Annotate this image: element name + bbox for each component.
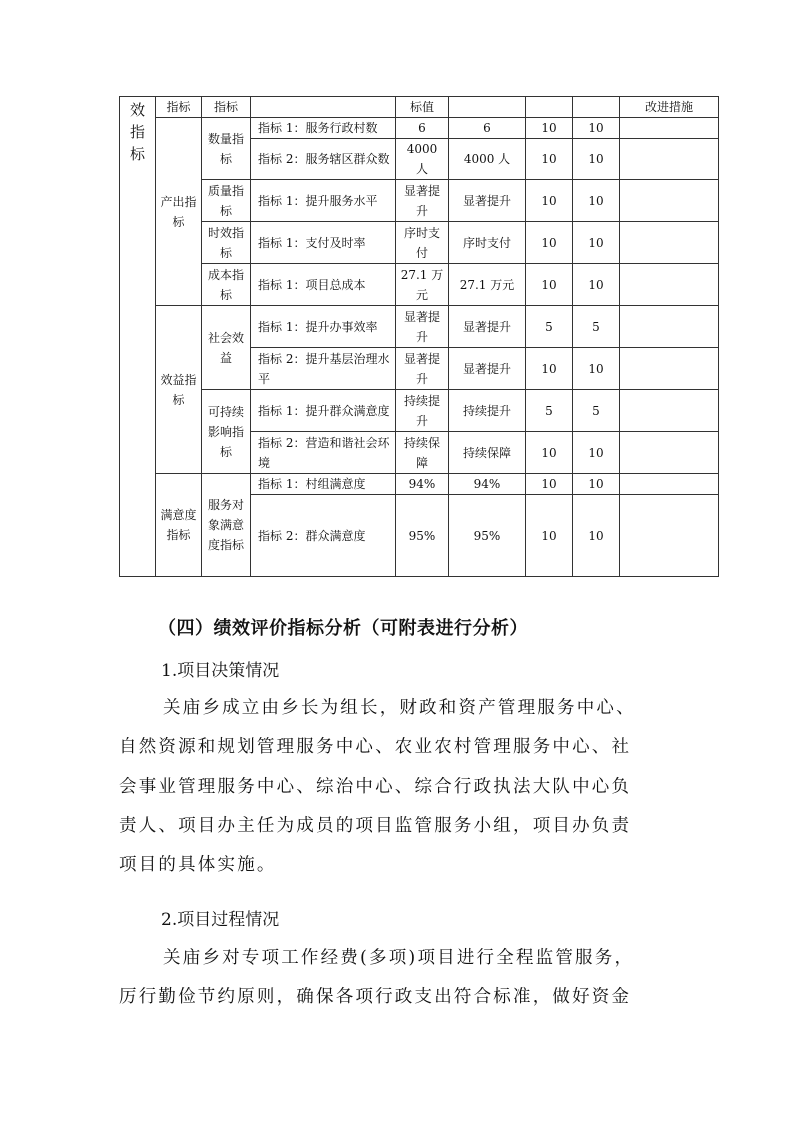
score-value: 10 [573,495,620,577]
actual-value: 95% [449,495,526,577]
table-row [120,180,719,222]
target-value: 95% [396,495,449,577]
weight-value: 10 [526,139,573,180]
score-value: 10 [573,139,620,180]
header-cell [573,97,620,118]
level3-cell: 时效指标 [202,222,251,264]
improvement-cell [620,222,719,264]
table-row [120,222,719,264]
actual-value: 持续提升 [449,390,526,432]
indicator-name: 指标 1：提升群众满意度 [251,390,396,432]
improvement-cell [620,390,719,432]
score-value: 10 [573,222,620,264]
header-cell: 标值 [396,97,449,118]
indicator-name: 指标 1：服务行政村数 [251,118,396,139]
weight-value: 10 [526,348,573,390]
paragraph-line: 自然资源和规划管理服务中心、农业农村管理服务中心、社 [119,737,632,757]
header-cell: 指标 [202,97,251,118]
level3-cell: 社会效益 [202,306,251,390]
actual-value: 94% [449,474,526,495]
weight-value: 5 [526,390,573,432]
header-cell [449,97,526,118]
indicator-name: 指标 1：项目总成本 [251,264,396,306]
table-row [120,264,719,306]
score-value: 10 [573,118,620,139]
indicator-name: 指标 1：村组满意度 [251,474,396,495]
table-header-row [120,97,719,118]
weight-value: 10 [526,118,573,139]
section-heading: （四）绩效评价指标分析（可附表进行分析） [158,618,528,639]
target-value: 4000 人 [396,139,449,180]
level3-cell: 质量指标 [202,180,251,222]
score-value: 10 [573,264,620,306]
improvement-cell [620,264,719,306]
actual-value: 显著提升 [449,306,526,348]
actual-value: 27.1 万元 [449,264,526,306]
performance-indicator-table [119,96,719,577]
weight-value: 10 [526,474,573,495]
improvement-cell [620,180,719,222]
level1-label: 效指标 [129,101,145,163]
weight-value: 10 [526,222,573,264]
level2-group-cell: 产出指标 [156,118,202,306]
table-row [120,118,719,139]
weight-value: 10 [526,432,573,474]
indicator-name: 指标 2：服务辖区群众数 [251,139,396,180]
header-cell [526,97,573,118]
level2-group-cell: 满意度指标 [156,474,202,577]
score-value: 10 [573,180,620,222]
score-value: 10 [573,432,620,474]
indicator-name: 指标 1：提升服务水平 [251,180,396,222]
target-value: 显著提升 [396,348,449,390]
header-cell: 指标 [156,97,202,118]
indicator-name: 指标 2：营造和谐社会环境 [251,432,396,474]
indicator-name: 指标 1：支付及时率 [251,222,396,264]
actual-value: 4000 人 [449,139,526,180]
paragraph-line: 项目的具体实施。 [119,855,277,875]
score-value: 5 [573,390,620,432]
header-cell: 改进措施 [620,97,719,118]
improvement-cell [620,118,719,139]
paragraph-line: 关庙乡成立由乡长为组长，财政和资产管理服务中心、 [163,698,636,718]
weight-value: 10 [526,495,573,577]
target-value: 显著提升 [396,180,449,222]
level3-cell: 服务对象满意度指标 [202,474,251,577]
indicator-name: 指标 1：提升办事效率 [251,306,396,348]
target-value: 6 [396,118,449,139]
target-value: 持续保障 [396,432,449,474]
target-value: 序时支付 [396,222,449,264]
improvement-cell [620,432,719,474]
paragraph-line: 会事业管理服务中心、综治中心、综合行政执法大队中心负 [119,777,632,797]
improvement-cell [620,306,719,348]
actual-value: 显著提升 [449,180,526,222]
header-cell [251,97,396,118]
subheading-decision: 1.项目决策情况 [161,661,280,681]
level3-cell: 成本指标 [202,264,251,306]
improvement-cell [620,495,719,577]
level1-indicator-cell [120,97,156,577]
paragraph-line: 关庙乡对专项工作经费(多项)项目进行全程监管服务， [163,948,635,968]
table-row [120,474,719,495]
improvement-cell [620,139,719,180]
target-value: 显著提升 [396,306,449,348]
score-value: 5 [573,306,620,348]
target-value: 94% [396,474,449,495]
indicator-name: 指标 2：群众满意度 [251,495,396,577]
score-value: 10 [573,474,620,495]
actual-value: 序时支付 [449,222,526,264]
target-value: 持续提升 [396,390,449,432]
level3-cell: 数量指标 [202,118,251,180]
level2-group-cell: 效益指标 [156,306,202,474]
actual-value: 显著提升 [449,348,526,390]
weight-value: 5 [526,306,573,348]
weight-value: 10 [526,180,573,222]
subheading-process: 2.项目过程情况 [161,910,280,930]
paragraph-line: 厉行勤俭节约原则，确保各项行政支出符合标准，做好资金 [119,987,632,1007]
level3-cell: 可持续影响指标 [202,390,251,474]
score-value: 10 [573,348,620,390]
table-row [120,306,719,348]
indicator-name: 指标 2：提升基层治理水平 [251,348,396,390]
actual-value: 6 [449,118,526,139]
weight-value: 10 [526,264,573,306]
improvement-cell [620,474,719,495]
paragraph-line: 责人、项目办主任为成员的项目监管服务小组，项目办负责 [119,816,632,836]
actual-value: 持续保障 [449,432,526,474]
target-value: 27.1 万元 [396,264,449,306]
table-row [120,390,719,432]
improvement-cell [620,348,719,390]
